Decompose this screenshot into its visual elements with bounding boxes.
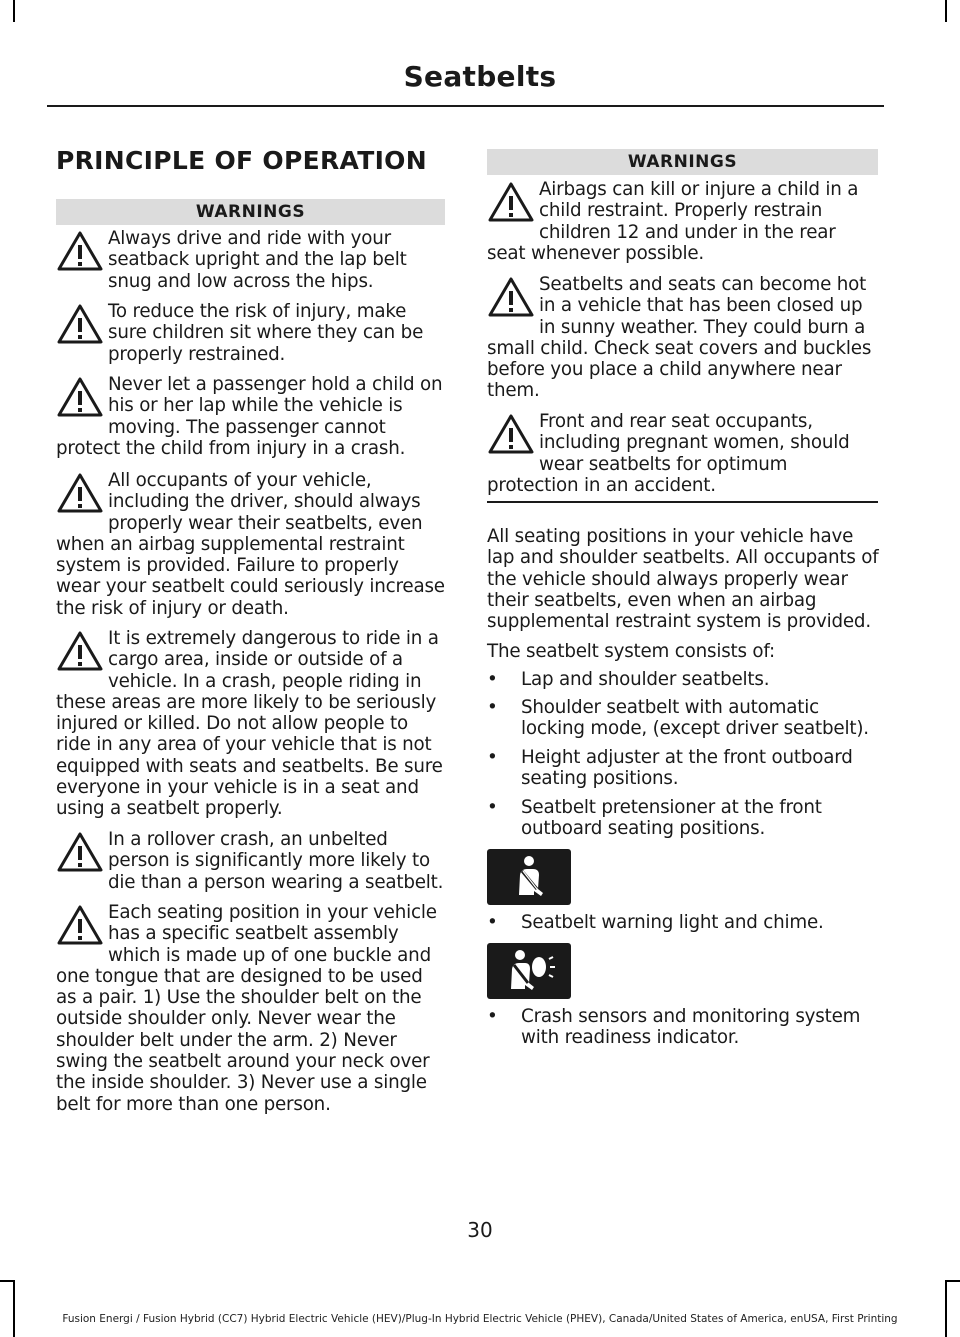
warning-item: Each seating position in your vehicle has a specific seatbelt assembly which is made up of one buckle and one tongue that are designed to be used as a pair. 1) Use the shoulder belt on the outside shoulder only. Never wear the shoulder belt under the arm. 2) Never swing the seatbelt around your neck over the inside shoulder. 3) Never use a single belt for more than one person.	[56, 902, 437, 1115]
warnings-end-divider	[487, 501, 878, 503]
warning-item: It is extremely dangerous to ride in a cargo area, inside or outside of a vehicle. In a crash, people riding in these areas are more likely to be seriously injured or killed. Do not allow people to ride in any area of your vehicle that is not equipped with seats and seatbelts. Be sure everyone in your vehicle is in a seat and using a seatbelt properly.	[56, 628, 443, 820]
document-footer: Fusion Energi / Fusion Hybrid (CC7) Hybrid Electric Vehicle (HEV)/Plug-In Hybrid Electric Vehicle (PHEV), Canada/United States of America, enUSA, First Printing	[62, 1313, 898, 1325]
crop-mark	[0, 1280, 13, 1282]
warning-triangle-icon	[487, 181, 539, 225]
warnings-heading: WARNINGS	[56, 199, 445, 225]
warning-item: To reduce the risk of injury, make sure children sit where they can be properly restrained.	[56, 301, 446, 365]
warning-triangle-icon	[56, 630, 108, 674]
chapter-title: Seatbelts	[403, 60, 557, 93]
crop-mark	[945, 0, 947, 22]
bullet-marker: •	[487, 1006, 498, 1027]
warning-triangle-icon	[56, 230, 108, 274]
warning-item: Airbags can kill or injure a child in a child restraint. Properly restrain children 12 and under in the rear seat whenever possible.	[487, 179, 859, 264]
warning-item: Never let a passenger hold a child on his or her lap while the vehicle is moving. The passenger cannot protect the child from injury in a crash.	[56, 374, 443, 459]
bullet-marker: •	[487, 697, 498, 718]
warning-triangle-icon	[487, 413, 539, 457]
list-item: • Crash sensors and monitoring system with readiness indicator.	[487, 1006, 861, 1049]
seatbelt-warning-icon	[487, 849, 571, 905]
warning-item: Always drive and ride with your seatback upright and the lap belt snug and low across the hips.	[56, 228, 446, 292]
intro-paragraph: All seating positions in your vehicle have lap and shoulder seatbelts. All occupants of the vehicle should always properly wear their seatbelts, even when an airbag supplemental restraint system is provided.	[487, 526, 879, 633]
warning-item: Front and rear seat occupants, including pregnant women, should wear seatbelts for optimum protection in an accident.	[487, 411, 850, 496]
warning-triangle-icon	[56, 303, 108, 347]
warning-item: Seatbelts and seats can become hot in a vehicle that has been closed up in sunny weather. They could burn a small child. Check seat covers and buckles before you place a child anywhere near them.	[487, 274, 872, 402]
bullet-marker: •	[487, 797, 498, 818]
warning-item: All occupants of your vehicle, including the driver, should always properly wear their seatbelts, even when an airbag supplemental restraint system is provided. Failure to properly wear your seatbelt could seriously increase the risk of injury or death.	[56, 470, 445, 619]
warnings-heading: WARNINGS	[487, 149, 878, 175]
bullet-marker: •	[487, 669, 498, 690]
bullet-marker: •	[487, 912, 498, 933]
crop-mark	[945, 1280, 947, 1337]
list-item: • Shoulder seatbelt with automatic locking mode, (except driver seatbelt).	[487, 697, 869, 740]
system-label: The seatbelt system consists of:	[487, 641, 775, 662]
warning-triangle-icon	[56, 472, 108, 516]
list-item: • Seatbelt warning light and chime.	[487, 912, 824, 933]
warning-triangle-icon	[56, 376, 108, 420]
crop-mark	[13, 0, 15, 22]
list-item: • Lap and shoulder seatbelts.	[487, 669, 770, 690]
airbag-readiness-icon	[487, 943, 571, 999]
crop-mark	[13, 1280, 15, 1337]
warning-triangle-icon	[487, 276, 539, 320]
crop-mark	[947, 1280, 960, 1282]
list-item: • Seatbelt pretensioner at the front outboard seating positions.	[487, 797, 822, 840]
warning-triangle-icon	[56, 904, 108, 948]
header-divider	[47, 105, 884, 107]
warning-item: In a rollover crash, an unbelted person is significantly more likely to die than a person wearing a seatbelt.	[56, 829, 446, 893]
list-item: • Height adjuster at the front outboard seating positions.	[487, 747, 853, 790]
section-title: PRINCIPLE OF OPERATION	[56, 146, 427, 175]
bullet-marker: •	[487, 747, 498, 768]
warning-triangle-icon	[56, 831, 108, 875]
page-number: 30	[467, 1218, 493, 1242]
